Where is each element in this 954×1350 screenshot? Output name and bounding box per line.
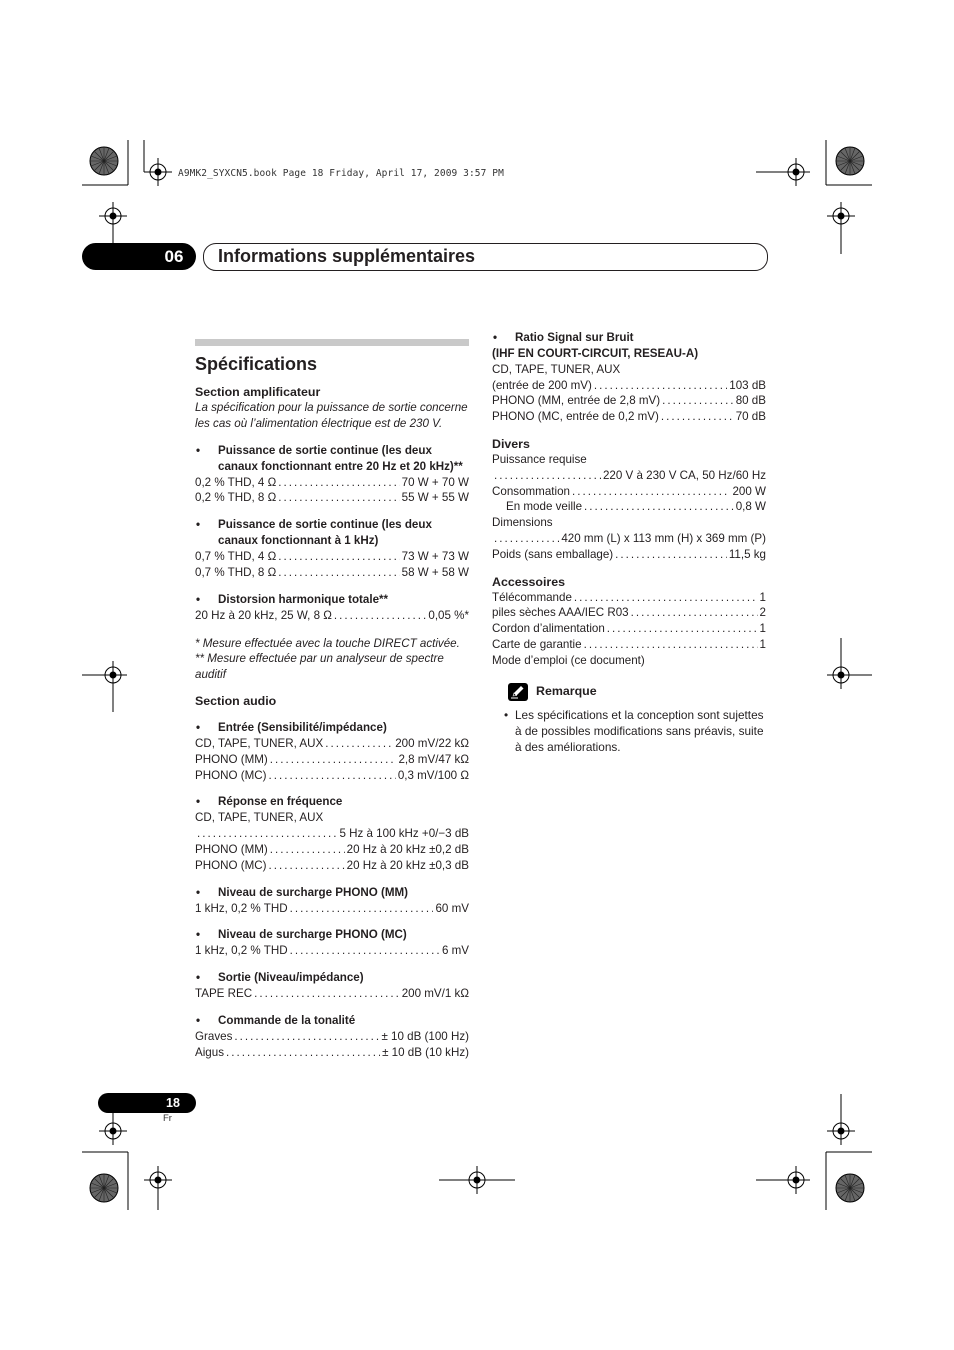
spec-row: Télécommande . . . 1 [492,590,766,606]
divers-heading: Divers [492,436,530,451]
spec-row: . . . 220 V à 230 V CA, 50 Hz/60 Hz [492,468,766,484]
spec-row: PHONO (MM) . . . 2,8 mV/47 kΩ [195,752,469,768]
print-slug: A9MK2_SYXCN5.book Page 18 Friday, April 17, 2009 3:57 PM [178,168,504,179]
chapter-title: Informations supplémentaires [218,246,476,266]
spec-row: piles sèches AAA/IEC R03 . . . 2 [492,605,766,621]
power-label: Puissance requise [492,452,587,466]
p1-title: • Puissance de sortie continue (les deux canaux fonctionnant entre 20 Hz et 20 kHz)** [195,443,469,475]
right-column [492,330,766,755]
thd-title: • Distorsion harmonique totale** [195,592,469,608]
p2-title: • Puissance de sortie continue (les deux canaux fonctionnant à 1 kHz) [195,517,469,549]
note-text: • Les spécifications et la conception sont sujettes à de possibles modifications sans préavis, suite à des améliorations. [504,707,766,755]
spec-row: 1 kHz, 0,2 % THD . . . 60 mV [195,901,469,917]
tone-title: • Commande de la tonalité [195,1013,469,1029]
freq-title: • Réponse en fréquence [195,794,469,810]
output-title: • Sortie (Niveau/impédance) [195,970,469,986]
note-label: Remarque [536,683,597,698]
spec-row: En mode veille . . . 0,8 W [492,499,766,515]
left-column [195,339,469,1061]
amp-intro: La spécification pour la puissance de sortie concerne les cas où l’alimentation électrique est de 230 V. [195,401,468,430]
section-title: Spécifications [195,354,318,374]
input-title: • Entrée (Sensibilité/impédance) [195,720,469,736]
audio-heading: Section audio [195,693,277,708]
spec-row: . . . 420 mm (L) x 113 mm (H) x 369 mm (P) [492,531,766,547]
spec-row: CD, TAPE, TUNER, AUX . . . 200 mV/22 kΩ [195,736,469,752]
spec-row: . . . 5 Hz à 100 kHz +0/−3 dB [195,826,469,842]
spec-row: 20 Hz à 20 kHz, 25 W, 8 Ω . . . 0,05 %* [195,608,469,624]
note-header [508,683,766,701]
spec-row: PHONO (MC) . . . 0,3 mV/100 Ω [195,768,469,784]
footnote-1: * Mesure effectuée avec la touche DIRECT activée. [195,636,460,650]
chapter-number: 06 [164,247,184,266]
spec-row: TAPE REC . . . 200 mV/1 kΩ [195,986,469,1002]
snr-subtitle: (IHF EN COURT-CIRCUIT, RESEAU-A) [492,347,699,360]
spec-row: Consommation . . . 200 W [492,484,766,500]
spec-row: PHONO (MM, entrée de 2,8 mV) . . . 80 dB [492,393,766,409]
accessories-heading: Accessoires [492,574,566,589]
spec-row: 1 kHz, 0,2 % THD . . . 6 mV [195,943,469,959]
freq-label: CD, TAPE, TUNER, AUX [195,811,324,825]
accessory-manual: Mode d’emploi (ce document) [492,653,645,667]
spec-row: 0,2 % THD, 8 Ω . . . 55 W + 55 W [195,490,469,506]
amp-heading: Section amplificateur [195,385,321,399]
snr-title: • Ratio Signal sur Bruit [492,330,766,346]
spec-row: PHONO (MC) . . . 20 Hz à 20 kHz ±0,3 dB [195,858,469,874]
page-number: 18 [166,1096,180,1110]
snr-label: CD, TAPE, TUNER, AUX [492,362,621,376]
pencil-note-icon [508,683,528,701]
overload-mm-title: • Niveau de surcharge PHONO (MM) [195,885,469,901]
spec-row: 0,7 % THD, 8 Ω . . . 58 W + 58 W [195,565,469,581]
spec-row: 0,2 % THD, 4 Ω . . . 70 W + 70 W [195,475,469,491]
spec-row: Cordon d’alimentation . . . 1 [492,621,766,637]
spec-row: 0,7 % THD, 4 Ω . . . 73 W + 73 W [195,549,469,565]
dim-label: Dimensions [492,516,553,530]
spec-row: Aigus . . . ± 10 dB (10 kHz) [195,1045,469,1061]
spec-row: Poids (sans emballage) . . . 11,5 kg [492,547,766,563]
spec-row: Carte de garantie . . . 1 [492,637,766,653]
page-language: Fr [163,1113,172,1124]
section-bar [195,339,469,346]
spec-row: (entrée de 200 mV) . . . 103 dB [492,378,766,394]
footnote-2: ** Mesure effectuée par un analyseur de spectre auditif [195,652,444,682]
spec-row: PHONO (MM) . . . 20 Hz à 20 kHz ±0,2 dB [195,842,469,858]
overload-mc-title: • Niveau de surcharge PHONO (MC) [195,927,469,943]
spec-row: Graves . . . ± 10 dB (100 Hz) [195,1029,469,1045]
spec-row: PHONO (MC, entrée de 0,2 mV) . . . 70 dB [492,409,766,425]
